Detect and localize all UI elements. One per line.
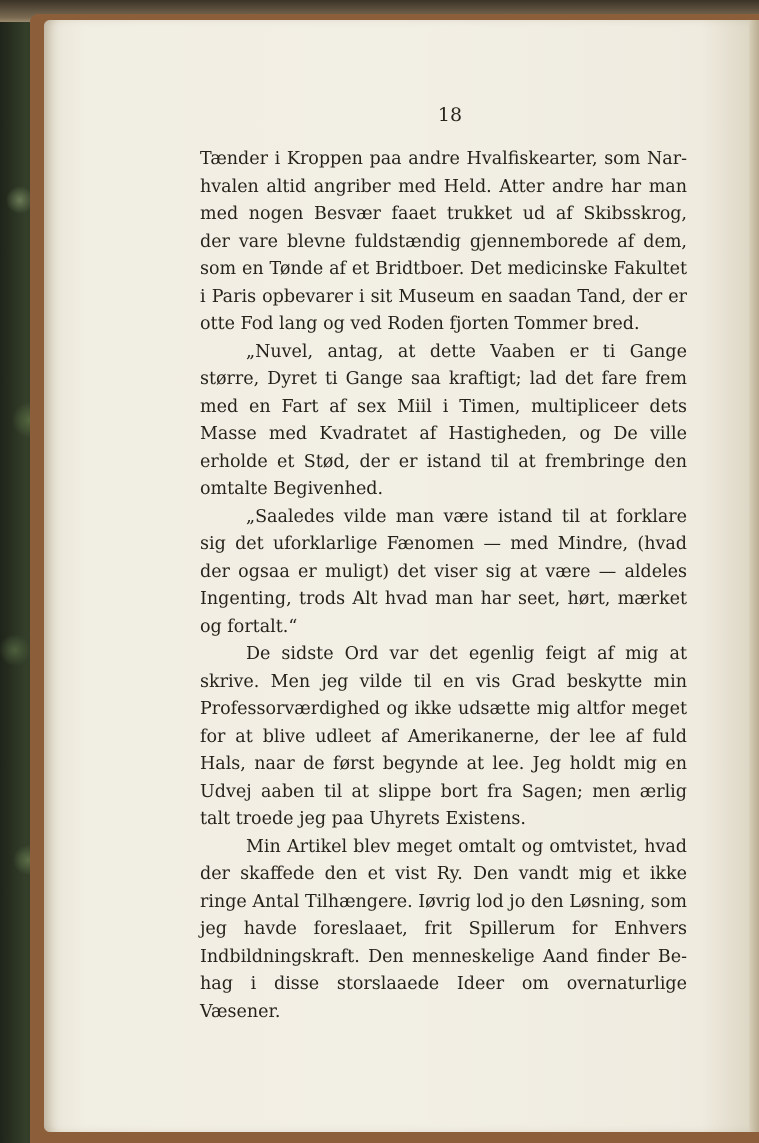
paragraph: „Saaledes vilde man være istand til at forklare sig det uforklarlige Fænomen — med Mindre, (hvad der ogsaa er muligt) det viser sig at være — aldeles Ingenting, trods Alt hvad man har seet, hørt, mærket og fortalt.“ xyxy=(200,506,687,637)
paragraph: Min Artikel blev meget omtalt og omtvistet, hvad der skaffede den et vist Ry. Den vandt mig et ikke ringe Antal Tilhængere. Iøvrig lod jo den Løsning, som jeg havde foreslaaet, frit Spillerum for Enhvers Indbildningskraft. Den menneskelige Aand finder Be-hag i disse storslaaede Ideer om overnaturlige Væsener. xyxy=(200,836,687,1022)
paragraph: Tænder i Kroppen paa andre Hvalfiskearter, som Nar-hvalen altid angriber med Held. Atter andre har man med nogen Besvær faaet trukket ud af Skibsskrog, der vare blevne fuldstændig gjennemborede af dem, som en Tønde af et Bridtboer. Det medicinske Fakultet i Paris opbevarer i sit Museum en saadan Tand, der er otte Fod lang og ved Roden fjorten Tommer bred. xyxy=(200,149,687,334)
paragraph: De sidste Ord var det egenlig feigt af mig at skrive. Men jeg vilde til en vis Grad beskytte min Professorværdighed og ikke udsætte mig altfor meget for at blive udleet af Amerikanerne, der lee af fuld Hals, naar de først begynde at lee. Jeg holdt mig en Udvej aaben til at slippe bort fra Sagen; men ærlig talt troede jeg paa Uhyrets Existens. xyxy=(200,644,687,829)
page-number: 18 xyxy=(437,104,463,126)
body-text xyxy=(200,146,687,1026)
page-right-edge xyxy=(749,20,759,1132)
paragraph: „Nuvel, antag, at dette Vaaben er ti Gange større, Dyret ti Gange saa kraftigt; lad det fare frem med en Fart af sex Miil i Timen, multipliceer dets Masse med Kvadratet af Hastigheden, og De ville erholde et Stød, der er istand til at frembringe den omtalte Begivenhed. xyxy=(200,341,687,499)
